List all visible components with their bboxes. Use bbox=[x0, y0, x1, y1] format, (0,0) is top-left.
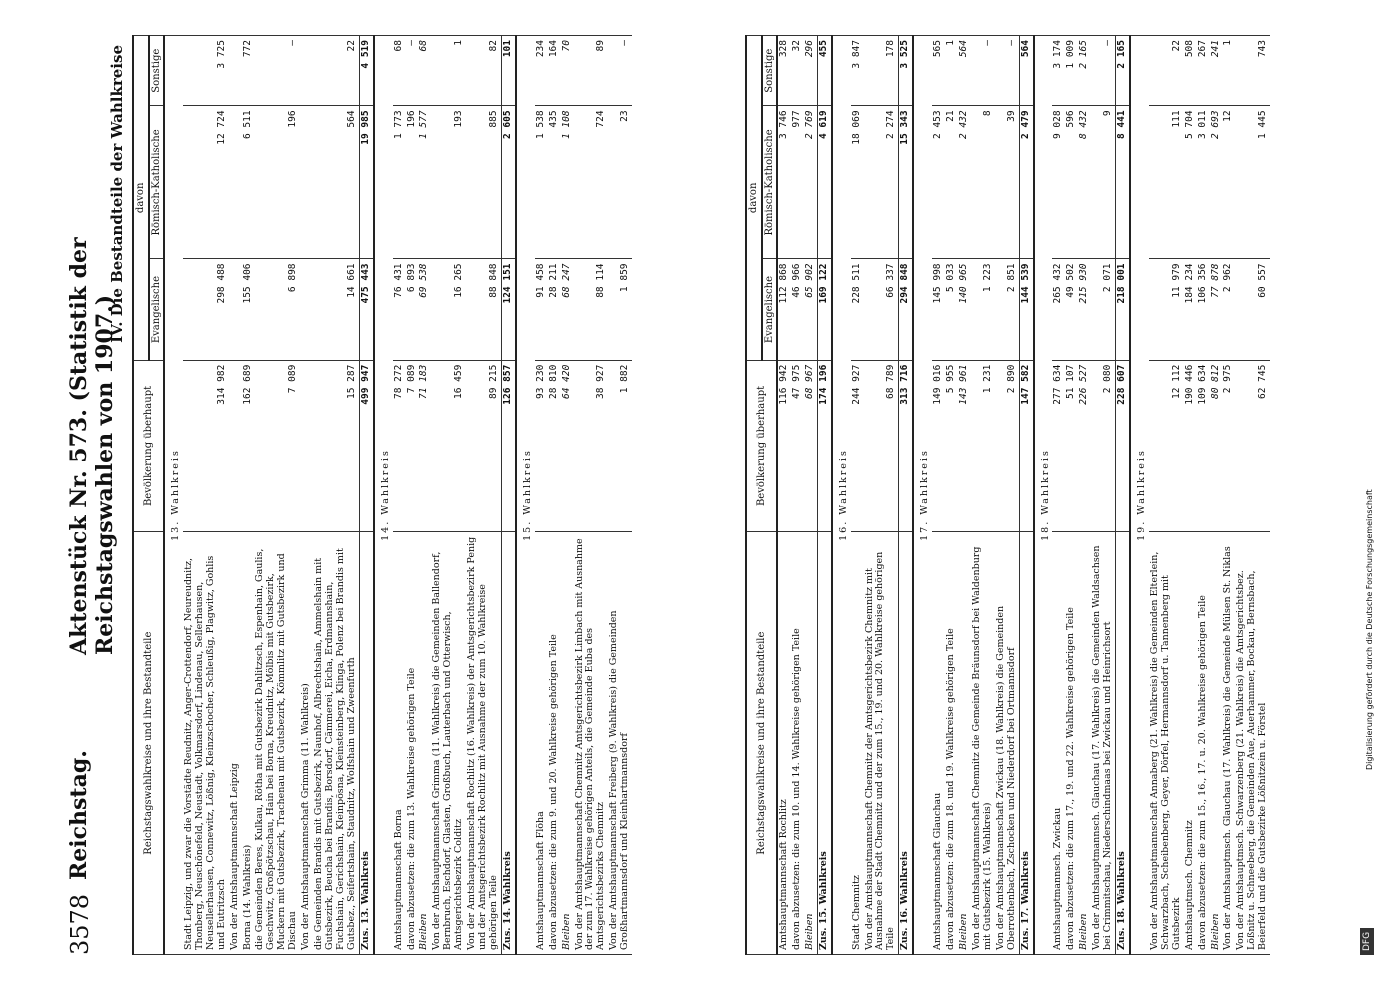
cell-name: Von der Amtshauptmannschaft Chemnitz Amtsgerichtsbezirk Limbach mit Ausnahme der zum 17. Wahlkreise gehörigen Anteils, die Gemeinde Euba des Amtsgerichtsbezirks Chemnitz bbox=[574, 532, 609, 955]
cell-catholic: 3 746 bbox=[777, 106, 791, 259]
cell-catholic: 1 108 bbox=[561, 106, 574, 259]
cell-evangelical: 298 488 bbox=[183, 259, 229, 360]
cell-population: 277 634 bbox=[1052, 360, 1065, 532]
table-row bbox=[406, 36, 419, 955]
table-row bbox=[1222, 36, 1235, 955]
cell-catholic: 15 343 bbox=[899, 106, 913, 259]
cell-other: 32 bbox=[791, 36, 804, 106]
cell-name: Amtshauptmannschaft Glauchau bbox=[932, 532, 945, 955]
cell-name: Amtshauptmannschaft Borna bbox=[393, 532, 406, 955]
col-so-header: Sonstige bbox=[762, 36, 778, 106]
table-row bbox=[1065, 36, 1078, 955]
cell-name: Von der Amtshauptmannschaft Chemnitz die Gemeinde Bräunsdorf bei Waldenburg mit Gutsbezirk (15. Wahlkreis) bbox=[971, 532, 995, 955]
table-row bbox=[1052, 36, 1065, 955]
cell-catholic: 193 bbox=[431, 106, 466, 259]
cell-name: Bleiben bbox=[418, 532, 431, 955]
cell-catholic: 596 bbox=[1065, 106, 1078, 259]
cell-population: 80 812 bbox=[1210, 360, 1223, 532]
table-row bbox=[971, 36, 995, 955]
section-label: 17. Wahlkreis bbox=[913, 36, 932, 955]
cell-name: Bleiben bbox=[1210, 532, 1223, 955]
cell-name: die Gemeinden Brandis mit Gutsbezirk, Naunhof, Albrechtshain, Ammelshain mit Gutsbezirk, Beucha bei Brandis, Borsdorf, Cämmerei, Eicha, Erdmannshain, Fuchshain, Gerichshain, Kleinpösna, Kleinsteinberg, Klinga, Polenz bei Brandis mit Gutsbez., Seifertshain, Staudnitz, Wolfshain und Zweenfurth bbox=[313, 532, 359, 955]
cell-evangelical: 2 962 bbox=[1222, 259, 1235, 360]
section-row bbox=[164, 36, 183, 955]
total-row bbox=[817, 36, 831, 955]
cell-catholic bbox=[300, 106, 313, 259]
cell-evangelical: 265 432 bbox=[1052, 259, 1065, 360]
col-ev-header: Evangelische bbox=[762, 259, 778, 360]
cell-name: Zus. 14. Wahlkreis bbox=[501, 532, 515, 955]
table-row bbox=[313, 36, 359, 955]
cell-catholic: 1 577 bbox=[418, 106, 431, 259]
cell-population: 314 982 bbox=[183, 360, 229, 532]
cell-name: Bleiben bbox=[561, 532, 574, 955]
cell-evangelical: 124 151 bbox=[501, 259, 515, 360]
cell-name: davon abzusetzen: die zum 17., 19. und 22. Wahlkreise gehörigen Teile bbox=[1065, 532, 1078, 955]
cell-population: 78 272 bbox=[393, 360, 406, 532]
cell-population: 116 942 bbox=[777, 360, 791, 532]
cell-catholic: 8 441 bbox=[1116, 106, 1130, 259]
total-row bbox=[501, 36, 515, 955]
cell-other: 82 bbox=[466, 36, 501, 106]
cell-catholic: 2 453 bbox=[932, 106, 945, 259]
cell-other: 1 bbox=[431, 36, 466, 106]
cell-catholic: 1 538 bbox=[535, 106, 548, 259]
cell-other: 178 bbox=[864, 36, 899, 106]
cell-other: — bbox=[406, 36, 419, 106]
cell-other: 22 bbox=[1149, 36, 1184, 106]
cell-other: 22 bbox=[313, 36, 359, 106]
cell-other: 1 bbox=[945, 36, 958, 106]
table-row bbox=[431, 36, 466, 955]
cell-evangelical: 1 223 bbox=[971, 259, 995, 360]
cell-catholic: 435 bbox=[548, 106, 561, 259]
cell-name: Amtshauptmannschaft Flöha bbox=[535, 532, 548, 955]
table-row bbox=[561, 36, 574, 955]
table-left bbox=[132, 35, 632, 955]
col-pop-header: Bevölkerung überhaupt bbox=[746, 360, 777, 532]
cell-name: Bleiben bbox=[958, 532, 971, 955]
cell-catholic: 2 605 bbox=[501, 106, 515, 259]
cell-evangelical: 46 966 bbox=[791, 259, 804, 360]
cell-catholic: 12 724 bbox=[183, 106, 229, 259]
section-row bbox=[1034, 36, 1053, 955]
cell-population: 244 927 bbox=[851, 360, 864, 532]
cell-name: Von der Amtshauptmannschaft Grimma (11. Wahlkreis) die Gemeinden Ballendorf, Bernbruch, Eschdorf, Glasten, Großbuch, Lauterbach und Otterwisch, Amtsgerichtsbezirk Colditz bbox=[431, 532, 466, 955]
col-so-header: Sonstige bbox=[149, 36, 165, 106]
table-row bbox=[932, 36, 945, 955]
cell-population: 162 689 bbox=[242, 360, 255, 532]
cell-name: Zus. 15. Wahlkreis bbox=[817, 532, 831, 955]
cell-catholic: 9 028 bbox=[1052, 106, 1065, 259]
cell-population: 12 112 bbox=[1149, 360, 1184, 532]
cell-population: 16 459 bbox=[431, 360, 466, 532]
cell-name: Von der Amtshauptmannschaft Rochlitz (16. Wahlkreis) der Amtsgerichtsbezirk Penig und der Amtsgerichtsbezirk Rochlitz mit Ausnahme der zum 10. Wahlkreise gehörigen Teile bbox=[466, 532, 501, 955]
cell-population: 499 947 bbox=[359, 360, 373, 532]
cell-other: 3 525 bbox=[899, 36, 913, 106]
cell-population: 38 927 bbox=[574, 360, 609, 532]
cell-name: davon abzusetzen: die zum 13. Wahlkreise gehörigen Teile bbox=[406, 532, 419, 955]
cell-evangelical: 14 661 bbox=[313, 259, 359, 360]
total-row bbox=[1116, 36, 1130, 955]
cell-population: 93 230 bbox=[535, 360, 548, 532]
table-left-body bbox=[164, 36, 632, 955]
cell-catholic: 4 619 bbox=[817, 106, 831, 259]
cell-catholic: 19 985 bbox=[359, 106, 373, 259]
cell-name: Amtshauptmsch. Chemnitz bbox=[1184, 532, 1197, 955]
cell-other: — bbox=[971, 36, 995, 106]
section-row bbox=[1130, 36, 1149, 955]
cell-population: 89 215 bbox=[466, 360, 501, 532]
cell-population: 143 961 bbox=[958, 360, 971, 532]
table-row bbox=[183, 36, 229, 955]
cell-other: 267 bbox=[1197, 36, 1210, 106]
cell-evangelical: 65 902 bbox=[804, 259, 817, 360]
cell-population: 15 287 bbox=[313, 360, 359, 532]
cell-catholic: 9 bbox=[1091, 106, 1115, 259]
cell-population: 68 789 bbox=[864, 360, 899, 532]
cell-other: 565 bbox=[932, 36, 945, 106]
cell-evangelical: 11 979 bbox=[1149, 259, 1184, 360]
cell-other: 68 bbox=[393, 36, 406, 106]
table-row bbox=[1210, 36, 1223, 955]
cell-other: — bbox=[254, 36, 300, 106]
col-rk-header: Römisch-Katholische bbox=[762, 106, 778, 259]
cell-catholic: 21 bbox=[945, 106, 958, 259]
cell-evangelical bbox=[300, 259, 313, 360]
cell-name: davon abzusetzen: die zum 10. und 14. Wahlkreise gehörigen Teile bbox=[791, 532, 804, 955]
header-left: Reichstag. bbox=[66, 750, 92, 880]
cell-name: Von der Amtshauptmannschaft Annaberg (21. Wahlkreis) die Gemeinden Elterlein, Schwarzbach, Scheibenberg, Geyer, Dörfel, Hermannsdorf u. Tannenberg mit Gutsbezirk bbox=[1149, 532, 1184, 955]
cell-name: Von der Amtshauptmannschaft Freiberg (9. Wahlkreis) die Gemeinden Großhartmannsdorf und Kleinhartmannsdorf bbox=[608, 532, 632, 955]
table-right-body bbox=[777, 36, 1270, 955]
cell-catholic: 8 432 bbox=[1078, 106, 1091, 259]
col-ev-header: Evangelische bbox=[149, 259, 165, 360]
table-row bbox=[1235, 36, 1270, 955]
cell-catholic: 1 445 bbox=[1235, 106, 1270, 259]
cell-evangelical: 2 851 bbox=[995, 259, 1019, 360]
cell-catholic: 8 bbox=[971, 106, 995, 259]
cell-population: 1 882 bbox=[608, 360, 632, 532]
cell-evangelical: 184 234 bbox=[1184, 259, 1197, 360]
section-label: 14. Wahlkreis bbox=[374, 36, 393, 955]
cell-evangelical: 69 538 bbox=[418, 259, 431, 360]
cell-population: 126 857 bbox=[501, 360, 515, 532]
col-rk-header: Römisch-Katholische bbox=[149, 106, 165, 259]
section-label: 15. Wahlkreis bbox=[516, 36, 535, 955]
cell-catholic: 2 479 bbox=[1019, 106, 1033, 259]
cell-catholic: 2 769 bbox=[804, 106, 817, 259]
cell-population: 28 810 bbox=[548, 360, 561, 532]
cell-population: 228 607 bbox=[1116, 360, 1130, 532]
cell-name: Zus. 17. Wahlkreis bbox=[1019, 532, 1033, 955]
cell-evangelical: 218 001 bbox=[1116, 259, 1130, 360]
cell-catholic: 2 274 bbox=[864, 106, 899, 259]
cell-catholic: 2 432 bbox=[958, 106, 971, 259]
cell-population: 51 107 bbox=[1065, 360, 1078, 532]
table-row bbox=[300, 36, 313, 955]
page-number: 3578 bbox=[66, 893, 94, 955]
cell-catholic: 2 693 bbox=[1210, 106, 1223, 259]
table-row bbox=[574, 36, 609, 955]
table-row bbox=[864, 36, 899, 955]
section-row bbox=[913, 36, 932, 955]
section-title: IV. Die Bestandteile der Wahlkreise bbox=[108, 45, 126, 343]
cell-name: Amtshauptmannsch. Zwickau bbox=[1052, 532, 1065, 955]
header-right: Aktenstück Nr. 573. (Statistik der Reichstagswahlen von 1907.) bbox=[66, 237, 118, 655]
cell-population: 2 975 bbox=[1222, 360, 1235, 532]
cell-name: Stadt Leipzig, und zwar die Vorstädte Reudnitz, Anger-Crottendorf, Neureudnitz, Thonberg, Neuschönefeld, Neustadt, Volkmarsdorf, Lindenau, Sellerhausen, Neusellerhausen, Connewitz, Lößnig, Kleinzschocher, Schleußig, Plagwitz, Gohlis und Eutritzsch bbox=[183, 532, 229, 955]
cell-population: 174 196 bbox=[817, 360, 831, 532]
cell-population bbox=[229, 360, 242, 532]
table-right-block bbox=[745, 35, 1305, 955]
table-left-block bbox=[132, 35, 702, 955]
section-label: 19. Wahlkreis bbox=[1130, 36, 1149, 955]
cell-evangelical: 60 557 bbox=[1235, 259, 1270, 360]
cell-catholic: 5 704 bbox=[1184, 106, 1197, 259]
cell-evangelical: 88 848 bbox=[466, 259, 501, 360]
cell-catholic: 18 069 bbox=[851, 106, 864, 259]
table-right bbox=[745, 35, 1270, 955]
section-row bbox=[374, 36, 393, 955]
cell-other: — bbox=[608, 36, 632, 106]
cell-evangelical: 215 930 bbox=[1078, 259, 1091, 360]
table-row bbox=[1184, 36, 1197, 955]
cell-other: 743 bbox=[1235, 36, 1270, 106]
cell-name: davon abzusetzen: die zum 9. und 20. Wahlkreise gehörigen Teile bbox=[548, 532, 561, 955]
table-row bbox=[418, 36, 431, 955]
table-row bbox=[1078, 36, 1091, 955]
total-row bbox=[359, 36, 373, 955]
table-row bbox=[851, 36, 864, 955]
cell-catholic: 1 773 bbox=[393, 106, 406, 259]
section-row bbox=[516, 36, 535, 955]
table-row bbox=[548, 36, 561, 955]
cell-population: 226 527 bbox=[1078, 360, 1091, 532]
cell-catholic bbox=[229, 106, 242, 259]
cell-population: 5 955 bbox=[945, 360, 958, 532]
cell-evangelical: 77 878 bbox=[1210, 259, 1223, 360]
cell-other: 101 bbox=[501, 36, 515, 106]
cell-population: 64 420 bbox=[561, 360, 574, 532]
cell-evangelical: 140 965 bbox=[958, 259, 971, 360]
cell-catholic: 885 bbox=[466, 106, 501, 259]
cell-catholic: 977 bbox=[791, 106, 804, 259]
cell-other: 70 bbox=[561, 36, 574, 106]
cell-other: 4 519 bbox=[359, 36, 373, 106]
cell-other bbox=[229, 36, 242, 106]
table-row bbox=[466, 36, 501, 955]
col-davon-header: davon bbox=[746, 36, 762, 361]
cell-other: 455 bbox=[817, 36, 831, 106]
col-pop-header: Bevölkerung überhaupt bbox=[133, 360, 164, 532]
table-row bbox=[535, 36, 548, 955]
cell-evangelical bbox=[229, 259, 242, 360]
table-row bbox=[1149, 36, 1184, 955]
cell-evangelical: 76 431 bbox=[393, 259, 406, 360]
table-row bbox=[777, 36, 791, 955]
cell-other: 564 bbox=[958, 36, 971, 106]
cell-other: 2 165 bbox=[1116, 36, 1130, 106]
cell-population: 2 080 bbox=[1091, 360, 1115, 532]
cell-name: Amtshauptmannschaft Rochlitz bbox=[777, 532, 791, 955]
cell-population: 313 716 bbox=[899, 360, 913, 532]
cell-other: 772 bbox=[242, 36, 255, 106]
cell-population: 71 183 bbox=[418, 360, 431, 532]
cell-name: Borna (14. Wahlkreis) bbox=[242, 532, 255, 955]
table-row bbox=[242, 36, 255, 955]
cell-population bbox=[300, 360, 313, 532]
cell-name: Bleiben bbox=[804, 532, 817, 955]
cell-evangelical: 144 539 bbox=[1019, 259, 1033, 360]
cell-population: 7 089 bbox=[254, 360, 300, 532]
section-label: 18. Wahlkreis bbox=[1034, 36, 1053, 955]
cell-name: Zus. 16. Wahlkreis bbox=[899, 532, 913, 955]
cell-other: 328 bbox=[777, 36, 791, 106]
table-row bbox=[1197, 36, 1210, 955]
cell-catholic: 724 bbox=[574, 106, 609, 259]
cell-evangelical: 294 848 bbox=[899, 259, 913, 360]
cell-other: 1 009 bbox=[1065, 36, 1078, 106]
cell-other: 68 bbox=[418, 36, 431, 106]
cell-evangelical: 88 114 bbox=[574, 259, 609, 360]
cell-catholic: 196 bbox=[406, 106, 419, 259]
cell-other: — bbox=[1091, 36, 1115, 106]
table-row bbox=[393, 36, 406, 955]
cell-catholic: 111 bbox=[1149, 106, 1184, 259]
cell-evangelical: 475 443 bbox=[359, 259, 373, 360]
col-name-header: Reichstagswahlkreise und ihre Bestandteile bbox=[133, 532, 164, 955]
cell-name: Von der Amtshauptmsch. Glauchau (17. Wahlkreis) die Gemeinde Mülsen St. Niklas bbox=[1222, 532, 1235, 955]
total-row bbox=[1019, 36, 1033, 955]
table-row bbox=[229, 36, 242, 955]
cell-other: 564 bbox=[1019, 36, 1033, 106]
cell-name: davon abzusetzen: die zum 18. und 19. Wahlkreise gehörigen Teile bbox=[945, 532, 958, 955]
cell-evangelical: 28 211 bbox=[548, 259, 561, 360]
table-row bbox=[804, 36, 817, 955]
cell-population: 47 975 bbox=[791, 360, 804, 532]
cell-population: 7 089 bbox=[406, 360, 419, 532]
cell-catholic: 39 bbox=[995, 106, 1019, 259]
col-davon-header: davon bbox=[133, 36, 149, 361]
cell-other: 164 bbox=[548, 36, 561, 106]
cell-evangelical: 1 859 bbox=[608, 259, 632, 360]
cell-evangelical: 5 033 bbox=[945, 259, 958, 360]
table-row bbox=[995, 36, 1019, 955]
cell-evangelical: 169 122 bbox=[817, 259, 831, 360]
cell-other: 3 847 bbox=[851, 36, 864, 106]
cell-other: 296 bbox=[804, 36, 817, 106]
cell-evangelical: 66 337 bbox=[864, 259, 899, 360]
cell-population: 62 745 bbox=[1235, 360, 1270, 532]
cell-other: 234 bbox=[535, 36, 548, 106]
cell-evangelical: 68 247 bbox=[561, 259, 574, 360]
cell-name: Von der Amtshauptmannschaft Chemnitz der Amtsgerichtsbezirk Chemnitz mit Ausnahme der Stadt Chemnitz und der zum 15., 19. und 20. Wahlkreise gehörigen Teile bbox=[864, 532, 899, 955]
cell-population: 190 446 bbox=[1184, 360, 1197, 532]
cell-catholic: 23 bbox=[608, 106, 632, 259]
table-row bbox=[254, 36, 300, 955]
cell-other: — bbox=[995, 36, 1019, 106]
cell-catholic: 6 511 bbox=[242, 106, 255, 259]
cell-name: Zus. 13. Wahlkreis bbox=[359, 532, 373, 955]
cell-population: 68 967 bbox=[804, 360, 817, 532]
total-row bbox=[899, 36, 913, 955]
table-row bbox=[791, 36, 804, 955]
cell-evangelical: 155 406 bbox=[242, 259, 255, 360]
cell-other: 508 bbox=[1184, 36, 1197, 106]
cell-population: 2 890 bbox=[995, 360, 1019, 532]
cell-name: Von der Amtshauptmannschaft Leipzig bbox=[229, 532, 242, 955]
cell-catholic: 3 011 bbox=[1197, 106, 1210, 259]
cell-evangelical: 16 265 bbox=[431, 259, 466, 360]
cell-evangelical: 6 898 bbox=[254, 259, 300, 360]
cell-name: Von der Amtshauptmsch. Schwarzenberg (21. Wahlkreis) die Amtsgerichtsbez. Lößnitz u. Schneeberg, die Gemeinden Aue, Auerhammer, Bockau, Bernsbach, Beierfeld und die Gutsbezirke Lößnitzein u. Förstel bbox=[1235, 532, 1270, 955]
cell-evangelical: 6 893 bbox=[406, 259, 419, 360]
section-label: 13. Wahlkreis bbox=[164, 36, 183, 955]
cell-other: 3 725 bbox=[183, 36, 229, 106]
cell-evangelical: 112 868 bbox=[777, 259, 791, 360]
cell-name: Von der Amtshauptmannschaft Zwickau (18. Wahlkreis) die Gemeinden Oberrothenbach, Zschocken und Niederdorf bei Ortmannsdorf bbox=[995, 532, 1019, 955]
cell-other: 3 174 bbox=[1052, 36, 1065, 106]
cell-name: Von der Amtshauptmannschaft Grimma (11. Wahlkreis) bbox=[300, 532, 313, 955]
cell-name: davon abzusetzen: die zum 15., 16., 17. u. 20. Wahlkreise gehörigen Teile bbox=[1197, 532, 1210, 955]
section-label: 16. Wahlkreis bbox=[832, 36, 851, 955]
cell-other: 241 bbox=[1210, 36, 1223, 106]
cell-evangelical: 2 071 bbox=[1091, 259, 1115, 360]
table-row bbox=[958, 36, 971, 955]
col-name-header: Reichstagswahlkreise und ihre Bestandteile bbox=[746, 532, 777, 955]
cell-other: 2 165 bbox=[1078, 36, 1091, 106]
cell-other: 89 bbox=[574, 36, 609, 106]
cell-population: 147 582 bbox=[1019, 360, 1033, 532]
cell-other bbox=[300, 36, 313, 106]
table-row bbox=[945, 36, 958, 955]
cell-name: Von der Amtshauptmannsch. Glauchau (17. Wahlkreis) die Gemeinden Waldsachsen bei Crimmitschau, Niederschindmaas bei Zwickau und Heinrichsort bbox=[1091, 532, 1115, 955]
cell-other: 1 bbox=[1222, 36, 1235, 106]
cell-population: 1 231 bbox=[971, 360, 995, 532]
cell-evangelical: 106 356 bbox=[1197, 259, 1210, 360]
cell-catholic: 12 bbox=[1222, 106, 1235, 259]
cell-evangelical: 91 458 bbox=[535, 259, 548, 360]
cell-catholic: 196 bbox=[254, 106, 300, 259]
cell-name: die Gemeinden Beres, Kulkau, Rötha mit Gutsbezirk Dahlitzsch, Espenhain, Gaulis, Geschwitz, Großpötzschau, Hain bei Borna, Kreudnitz, Mölbis mit Gutsbezirk, Muckern mit Gutsbezirk, Trachenau mit Gutsbezirk, Kömmlitz mit Gutsbezirk und Dischau bbox=[254, 532, 300, 955]
cell-population: 149 016 bbox=[932, 360, 945, 532]
cell-evangelical: 228 511 bbox=[851, 259, 864, 360]
cell-name: Bleiben bbox=[1078, 532, 1091, 955]
footer-credit: Digitalisierung gefördert durch die Deutsche Forschungsgemeinschaft bbox=[1365, 489, 1374, 770]
section-row bbox=[832, 36, 851, 955]
cell-name: Zus. 18. Wahlkreis bbox=[1116, 532, 1130, 955]
cell-name: Stadt Chemnitz bbox=[851, 532, 864, 955]
cell-evangelical: 49 502 bbox=[1065, 259, 1078, 360]
table-row bbox=[608, 36, 632, 955]
cell-population: 109 634 bbox=[1197, 360, 1210, 532]
dfg-logo: DFG bbox=[1360, 928, 1374, 955]
table-row bbox=[1091, 36, 1115, 955]
cell-evangelical: 145 998 bbox=[932, 259, 945, 360]
cell-catholic: 564 bbox=[313, 106, 359, 259]
